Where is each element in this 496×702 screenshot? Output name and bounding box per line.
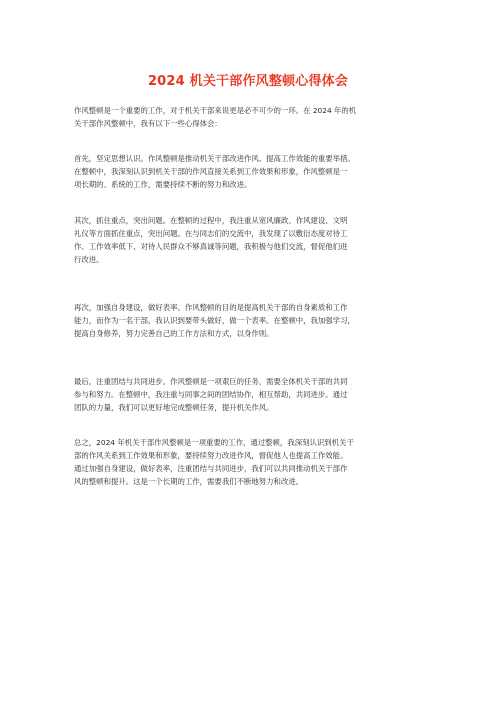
paragraph-fourth: 最后，注重团结与共同进步。作风整顿是一项艰巨的任务，需要全体机关干部的共同 参与和努力。在整顿中，我注重与同事之间的团结协作，相互帮助，共同进步。通过 团队的力量，我们可以更好地完成整顿任务，提升机关作风。 bbox=[74, 377, 348, 412]
paragraph-conclusion: 总之，2024 年机关干部作风整顿是一项重要的工作，通过整顿，我深刻认识到机关干 部的作风关系到工作效果和形象，要持续努力改进作风，督促他人也提高工作效能。 通过加强自身建设，做好表率，注重团结与共同进步，我们可以共同推动机关干部作 风的整顿和提升。这是一个长期的工作，需要我们不断地努力和改进。 bbox=[74, 438, 354, 486]
paragraph-intro: 作风整顿是一个重要的工作，对于机关干部来说更是必不可少的一环。在 2024 年的机 关干部作风整顿中，我有以下一些心得体会： bbox=[74, 106, 357, 128]
paragraph-second: 其次，抓住重点，突出问题。在整顿的过程中，我注重从宽风廉政、作风建设、文明 礼仪等方面抓住重点，突出问题。在与同志们的交流中，我发现了以敷衍态度对待工 作、工作效率低下、对待人民群众不够真诚等问题，我积极与他们交流，督促他们进 行改进。 bbox=[74, 216, 348, 264]
paragraph-first: 首先，坚定思想认识。作风整顿是推动机关干部改进作风、提高工作效能的重要举措。 在整顿中，我深刻认识到机关干部的作风直接关系到工作效果和形象，作风整顿是一 项长期的、系统的工作，需要持续不断的努力和改进。 bbox=[74, 154, 355, 189]
page-title: 2024 机关干部作风整顿心得体会 bbox=[147, 74, 349, 89]
paragraph-third: 再次，加强自身建设，做好表率。作风整顿的目的是提高机关干部的自身素质和工作 能力，而作为一名干部，我认识到要带头做好，做一个表率。在整顿中，我加强学习， 提高自身修养，努力完善自己的工作方法和方式，以身作则。 bbox=[74, 303, 355, 338]
